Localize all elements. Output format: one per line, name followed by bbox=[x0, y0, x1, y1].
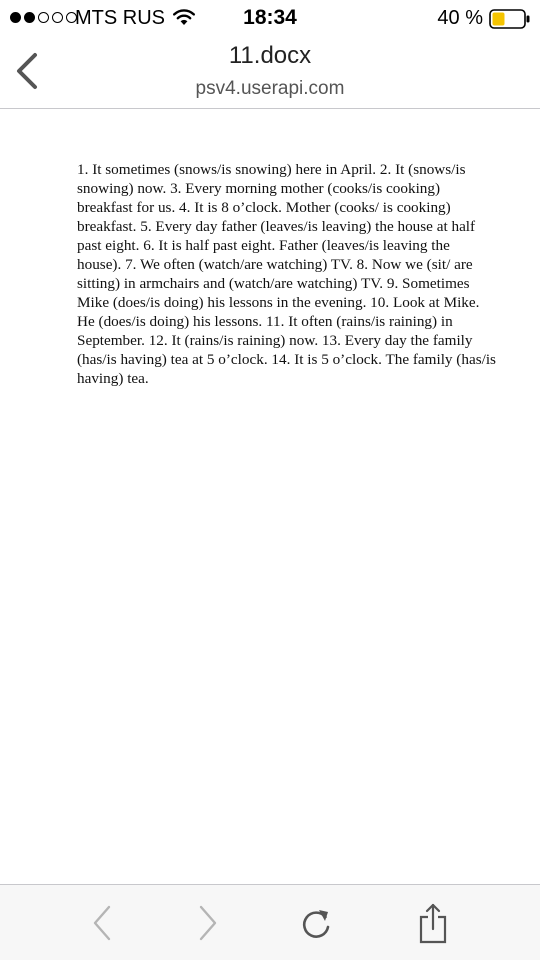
document-viewer[interactable] bbox=[77, 160, 497, 388]
document-host: psv4.userapi.com bbox=[195, 78, 345, 99]
toolbar-forward-button[interactable] bbox=[186, 901, 230, 945]
document-paragraph: 1. It sometimes (snows/is snowing) here in April. 2. It (snows/is snowing) now. 3. Every morning mother (cooks/is cooking) breakfast for us. 4. It is 8 o’clock. Mother (cooks/ is cooking) breakfast. 5. Every day father (leaves/is leaving) the house at half past eight. 6. It is half past eight. Father (leaves/is leaving the house). 7. We often (watch/are watching) TV. 8. Now we (sit/ are sitting) in armchairs and (watch/are watching) TV. 9. Sometimes Mike (does/is doing) his lessons in the evening. 10. Look at Mike. He (does/is doing) his lessons. 11. It often (rains/is raining) in September. 12. It (rains/is raining) now. 13. Every day the family (has/is having) tea at 5 o’clock. 14. It is 5 o’clock. The family (has/is having) tea. bbox=[77, 161, 496, 387]
chevron-right-icon bbox=[196, 904, 220, 942]
toolbar-back-button[interactable] bbox=[80, 901, 124, 945]
bottom-toolbar bbox=[0, 884, 540, 960]
reload-icon bbox=[298, 904, 334, 942]
share-button[interactable] bbox=[411, 901, 455, 945]
chevron-left-icon bbox=[90, 904, 114, 942]
navigation-header bbox=[0, 36, 540, 109]
reload-button[interactable] bbox=[294, 901, 338, 945]
battery-icon bbox=[489, 9, 531, 34]
status-bar bbox=[0, 0, 540, 36]
carrier-name: MTS RUS bbox=[75, 7, 165, 29]
share-icon bbox=[418, 902, 448, 944]
document-title: 11.docx bbox=[228, 42, 312, 69]
battery-percentage: 40 % bbox=[437, 7, 483, 29]
status-time: 18:34 bbox=[243, 6, 297, 29]
